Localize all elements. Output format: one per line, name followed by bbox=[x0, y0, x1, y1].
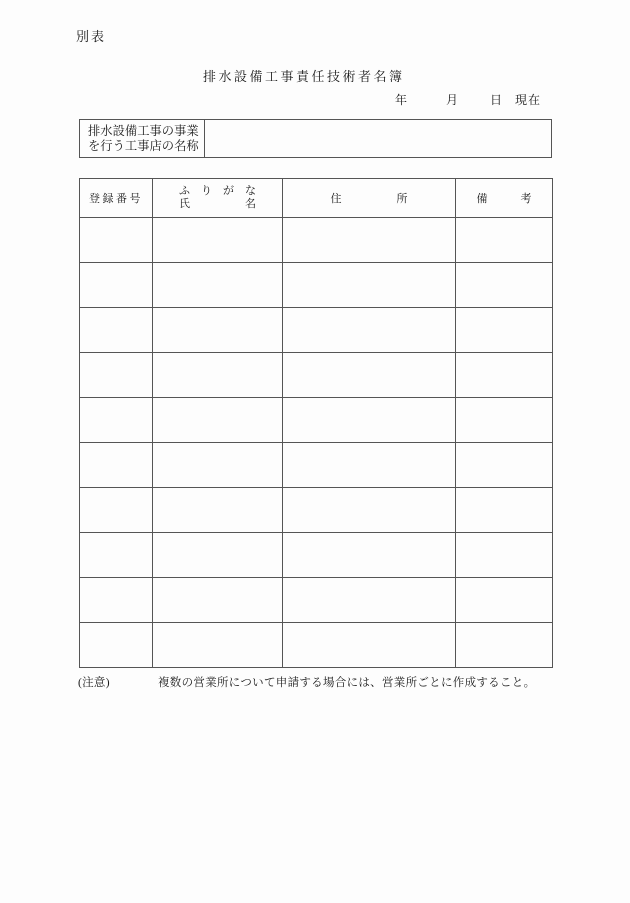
cell-remarks bbox=[456, 398, 553, 443]
cell-furigana-name bbox=[153, 443, 283, 488]
attachment-label: 別表 bbox=[76, 29, 107, 44]
cell-remarks bbox=[456, 353, 553, 398]
cell-registration-no bbox=[80, 218, 153, 263]
note-label: (注意) bbox=[78, 677, 110, 689]
table-row bbox=[80, 308, 553, 353]
header-furigana-name bbox=[153, 179, 283, 218]
cell-registration-no bbox=[80, 263, 153, 308]
header-address: 住 所 bbox=[283, 179, 456, 218]
cell-furigana-name bbox=[153, 263, 283, 308]
cell-address bbox=[283, 533, 456, 578]
cell-remarks bbox=[456, 308, 553, 353]
cell-registration-no bbox=[80, 533, 153, 578]
table-row bbox=[80, 623, 553, 668]
note-text: 複数の営業所について申請する場合には、営業所ごとに作成すること。 bbox=[158, 677, 536, 689]
table-row bbox=[80, 533, 553, 578]
table-row bbox=[80, 218, 553, 263]
cell-registration-no bbox=[80, 578, 153, 623]
note bbox=[78, 676, 535, 691]
company-name-box bbox=[79, 119, 552, 158]
company-name-label bbox=[80, 120, 205, 157]
cell-address bbox=[283, 623, 456, 668]
cell-address bbox=[283, 218, 456, 263]
cell-remarks bbox=[456, 533, 553, 578]
header-remarks: 備 考 bbox=[456, 179, 553, 218]
cell-registration-no bbox=[80, 623, 153, 668]
cell-address bbox=[283, 398, 456, 443]
cell-furigana-name bbox=[153, 533, 283, 578]
cell-address bbox=[283, 263, 456, 308]
cell-address bbox=[283, 443, 456, 488]
cell-furigana-name bbox=[153, 488, 283, 533]
cell-address bbox=[283, 353, 456, 398]
date-line bbox=[395, 93, 541, 108]
cell-furigana-name bbox=[153, 623, 283, 668]
cell-registration-no bbox=[80, 353, 153, 398]
asof-label: 現在 bbox=[515, 93, 542, 107]
table-row bbox=[80, 263, 553, 308]
technicians-table bbox=[79, 178, 553, 668]
header-furigana: ふ り が な bbox=[179, 185, 256, 197]
year-label: 年 bbox=[395, 93, 408, 107]
header-name: 氏 名 bbox=[179, 198, 256, 210]
cell-furigana-name bbox=[153, 353, 283, 398]
day-label: 日 bbox=[490, 93, 503, 107]
cell-furigana-name bbox=[153, 308, 283, 353]
cell-remarks bbox=[456, 578, 553, 623]
cell-remarks bbox=[456, 443, 553, 488]
cell-remarks bbox=[456, 623, 553, 668]
table-header-row bbox=[80, 179, 553, 218]
cell-remarks bbox=[456, 263, 553, 308]
table-row bbox=[80, 578, 553, 623]
header-registration-no: 登録番号 bbox=[80, 179, 153, 218]
table-body bbox=[80, 218, 553, 668]
cell-furigana-name bbox=[153, 398, 283, 443]
table-row bbox=[80, 488, 553, 533]
company-name-label-line2: を行う工事店の名称 bbox=[88, 138, 199, 153]
cell-registration-no bbox=[80, 308, 153, 353]
cell-registration-no bbox=[80, 398, 153, 443]
page-title: 排水設備工事責任技術者名簿 bbox=[203, 69, 405, 84]
table-row bbox=[80, 398, 553, 443]
cell-registration-no bbox=[80, 443, 153, 488]
cell-furigana-name bbox=[153, 218, 283, 263]
company-name-label-line1: 排水設備工事の事業 bbox=[88, 123, 199, 138]
cell-remarks bbox=[456, 488, 553, 533]
cell-remarks bbox=[456, 218, 553, 263]
table-row bbox=[80, 353, 553, 398]
company-name-value bbox=[205, 120, 551, 157]
table-row bbox=[80, 443, 553, 488]
cell-address bbox=[283, 308, 456, 353]
cell-registration-no bbox=[80, 488, 153, 533]
cell-address bbox=[283, 488, 456, 533]
cell-furigana-name bbox=[153, 578, 283, 623]
month-label: 月 bbox=[446, 93, 459, 107]
cell-address bbox=[283, 578, 456, 623]
